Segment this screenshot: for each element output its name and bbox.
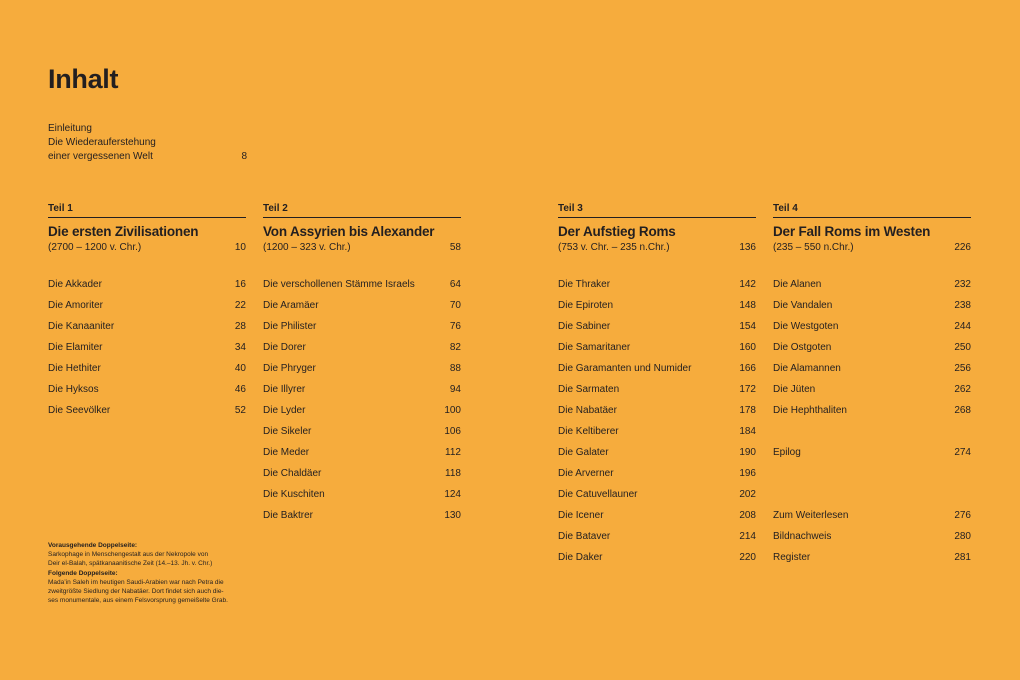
- toc-entry[interactable]: [773, 405, 971, 426]
- toc-entry-page: 16: [234, 279, 246, 290]
- part-page-number: 10: [234, 242, 246, 253]
- toc-entry-label: Die Keltiberer: [558, 426, 619, 437]
- toc-entry[interactable]: [263, 447, 461, 468]
- toc-entry-page: 268: [954, 405, 971, 416]
- toc-entry-label: Die Sabiner: [558, 321, 611, 332]
- toc-entry-page: 100: [444, 405, 461, 416]
- toc-entry[interactable]: [558, 342, 756, 363]
- toc-column-part-4: [773, 203, 971, 573]
- toc-entry[interactable]: [263, 363, 461, 384]
- toc-entry-label: Die Catuvellauner: [558, 489, 638, 500]
- toc-entry-page: 244: [954, 321, 971, 332]
- toc-entry[interactable]: [263, 321, 461, 342]
- toc-entry-page: 130: [444, 510, 461, 521]
- toc-entry-page: 172: [739, 384, 756, 395]
- toc-entry-page: 220: [739, 552, 756, 563]
- intro-line: Einleitung: [48, 123, 92, 134]
- toc-entry-page: 276: [954, 510, 971, 521]
- toc-entry-label: Die Kuschiten: [263, 489, 325, 500]
- page-title: Inhalt: [48, 64, 119, 94]
- part-dates-row[interactable]: [558, 241, 756, 255]
- toc-column-part-1: [48, 203, 246, 426]
- toc-entry[interactable]: [48, 279, 246, 300]
- toc-entry-label: Die Bataver: [558, 531, 611, 542]
- toc-entry-label: Die Chaldäer: [263, 468, 322, 479]
- toc-entry-page: 88: [449, 363, 461, 374]
- toc-entry[interactable]: [263, 342, 461, 363]
- toc-entry[interactable]: [48, 342, 246, 363]
- toc-entry-label: Die Arverner: [558, 468, 614, 479]
- toc-entry-page: 196: [739, 468, 756, 479]
- toc-entry[interactable]: [773, 300, 971, 321]
- toc-entry-page: 178: [739, 405, 756, 416]
- toc-entry-label: Die Akkader: [48, 279, 102, 290]
- caption-prev-line: Deir el-Balah, spätkanaanitische Zeit (14.–13. Jh. v. Chr.): [48, 560, 213, 568]
- part-dates: (1200 – 323 v. Chr.): [263, 242, 351, 253]
- toc-entry-label: Die Galater: [558, 447, 609, 458]
- toc-entry-page: 82: [449, 342, 461, 353]
- toc-entry-label: Zum Weiterlesen: [773, 510, 849, 521]
- part-dates-row[interactable]: [48, 241, 246, 255]
- toc-entry-label: Die Westgoten: [773, 321, 839, 332]
- toc-entry-page: 214: [739, 531, 756, 542]
- toc-entry-page: 94: [449, 384, 461, 395]
- toc-entry[interactable]: [773, 384, 971, 405]
- toc-entry-page: 281: [954, 552, 971, 563]
- toc-entry-page: 106: [444, 426, 461, 437]
- part-page-number: 58: [449, 242, 461, 253]
- toc-entry[interactable]: [558, 300, 756, 321]
- toc-entry-page: 76: [449, 321, 461, 332]
- part-dates: (753 v. Chr. – 235 n.Chr.): [558, 242, 670, 253]
- toc-entry-label: Die Hethiter: [48, 363, 101, 374]
- toc-entry-label: Die Hephthaliten: [773, 405, 847, 416]
- toc-entry[interactable]: [558, 552, 756, 573]
- toc-spacer: [773, 489, 971, 510]
- toc-entry-label: Die Garamanten und Numider: [558, 363, 692, 374]
- toc-entry-page: 148: [739, 300, 756, 311]
- toc-entry-label: Die Ostgoten: [773, 342, 832, 353]
- caption-prev-line: Sarkophage in Menschengestalt aus der Nekropole von: [48, 551, 209, 559]
- caption-next-line: zweitgrößte Siedlung der Nabatäer. Dort findet sich auch die-: [48, 588, 224, 596]
- intro-entry[interactable]: [48, 122, 247, 164]
- toc-entry-label: Die Sarmaten: [558, 384, 620, 395]
- intro-line: Die Wiederauferstehung: [48, 137, 156, 148]
- toc-entry-label: Die Daker: [558, 552, 603, 563]
- toc-entry-label: Die Dorer: [263, 342, 306, 353]
- toc-column-part-2: [263, 203, 461, 531]
- toc-entry-label: Die Seevölker: [48, 405, 111, 416]
- toc-entry-label: Die Hyksos: [48, 384, 99, 395]
- intro-line: einer vergessenen Welt: [48, 151, 153, 162]
- toc-entry-label: Die Baktrer: [263, 510, 314, 521]
- toc-entry-page: 142: [739, 279, 756, 290]
- toc-entry-label: Die Jüten: [773, 384, 816, 395]
- toc-entry[interactable]: [558, 531, 756, 552]
- toc-entry-label: Die Nabatäer: [558, 405, 617, 416]
- toc-entry-label: Die Aramäer: [263, 300, 319, 311]
- toc-entry-label: Die Meder: [263, 447, 310, 458]
- toc-entry-page: 208: [739, 510, 756, 521]
- part-heading[interactable]: Von Assyrien bis Alexander: [263, 224, 435, 239]
- toc-list: [773, 279, 971, 573]
- toc-entry-page: 118: [445, 468, 461, 479]
- toc-entry-page: 280: [954, 531, 971, 542]
- toc-entry[interactable]: [773, 363, 971, 384]
- toc-list: [48, 279, 246, 426]
- caption-next-line: Mada’in Saleh im heutigen Saudi-Arabien war nach Petra die: [48, 578, 224, 586]
- toc-entry[interactable]: [263, 384, 461, 405]
- toc-entry-page: 22: [234, 300, 246, 311]
- toc-entry[interactable]: [773, 279, 971, 300]
- part-heading[interactable]: Der Aufstieg Roms: [558, 224, 676, 239]
- caption-prev-title: Vorausgehende Doppelseite:: [48, 542, 138, 549]
- toc-entry[interactable]: [263, 426, 461, 447]
- toc-entry[interactable]: [773, 342, 971, 363]
- toc-entry-page: 52: [234, 405, 246, 416]
- toc-entry-label: Die Samaritaner: [558, 342, 631, 353]
- toc-entry[interactable]: [48, 300, 246, 321]
- toc-entry-label: Die Amoriter: [48, 300, 104, 311]
- toc-entry-page: 184: [739, 426, 756, 437]
- toc-entry-page: 70: [449, 300, 461, 311]
- toc-entry-page: 40: [234, 363, 246, 374]
- toc-list: [558, 279, 756, 573]
- toc-entry[interactable]: [263, 468, 461, 489]
- intro-page-number: 8: [241, 151, 247, 162]
- toc-entry-label: Die Icener: [558, 510, 604, 521]
- toc-entry[interactable]: [558, 489, 756, 510]
- part-page-number: 226: [954, 242, 971, 253]
- toc-entry[interactable]: [48, 405, 246, 426]
- toc-entry-label: Die Philister: [263, 321, 317, 332]
- toc-entry[interactable]: [263, 405, 461, 426]
- toc-entry[interactable]: [773, 321, 971, 342]
- part-dates-row[interactable]: [263, 241, 461, 255]
- part-label: Teil 3: [558, 203, 756, 218]
- toc-entry-label: Epilog: [773, 447, 801, 458]
- toc-entry[interactable]: [558, 510, 756, 531]
- part-heading[interactable]: Der Fall Roms im Westen: [773, 224, 931, 239]
- part-page-number: 136: [739, 242, 756, 253]
- toc-entry-label: Die verschollenen Stämme Israels: [263, 279, 415, 290]
- toc-entry[interactable]: [558, 279, 756, 300]
- toc-entry-label: Die Epiroten: [558, 300, 614, 311]
- toc-entry[interactable]: [558, 468, 756, 489]
- toc-entry-page: 190: [739, 447, 756, 458]
- toc-entry-label: Die Phryger: [263, 363, 316, 374]
- part-label: Teil 1: [48, 203, 246, 218]
- toc-entry-label: Die Elamiter: [48, 342, 103, 353]
- toc-entry[interactable]: [558, 321, 756, 342]
- toc-entry[interactable]: [558, 426, 756, 447]
- toc-entry-label: Die Kanaaniter: [48, 321, 115, 332]
- toc-entry-page: 124: [444, 489, 461, 500]
- toc-entry[interactable]: [558, 363, 756, 384]
- toc-entry-page: 160: [739, 342, 756, 353]
- caption-next-line: ses monumentale, aus einem Felsvorsprung gemeißelte Grab.: [48, 597, 228, 605]
- toc-entry-page: 232: [954, 279, 971, 290]
- toc-entry[interactable]: [773, 447, 971, 468]
- toc-entry[interactable]: [773, 552, 971, 573]
- toc-entry[interactable]: [558, 384, 756, 405]
- toc-list: [263, 279, 461, 531]
- toc-entry-label: Bildnachweis: [773, 531, 832, 542]
- toc-entry[interactable]: [263, 300, 461, 321]
- toc-entry-page: 34: [234, 342, 246, 353]
- toc-entry-label: Die Alamannen: [773, 363, 841, 374]
- toc-entry[interactable]: [48, 384, 246, 405]
- toc-entry[interactable]: [558, 447, 756, 468]
- image-caption: [48, 541, 248, 605]
- toc-spacer: [773, 426, 971, 447]
- toc-entry-label: Die Thraker: [558, 279, 611, 290]
- toc-entry-page: 64: [449, 279, 461, 290]
- toc-entry-label: Die Illyrer: [263, 384, 306, 395]
- toc-entry[interactable]: [263, 279, 461, 300]
- toc-entry-page: 46: [234, 384, 246, 395]
- toc-entry-page: 112: [445, 447, 461, 458]
- toc-entry[interactable]: [773, 531, 971, 552]
- toc-entry-label: Die Sikeler: [263, 426, 312, 437]
- toc-entry[interactable]: [558, 405, 756, 426]
- part-label: Teil 4: [773, 203, 971, 218]
- toc-entry-page: 154: [739, 321, 756, 332]
- toc-entry-page: 238: [954, 300, 971, 311]
- toc-entry-page: 28: [234, 321, 246, 332]
- part-dates: (2700 – 1200 v. Chr.): [48, 242, 142, 253]
- toc-entry[interactable]: [48, 363, 246, 384]
- part-dates: (235 – 550 n.Chr.): [773, 242, 854, 253]
- toc-spacer: [773, 468, 971, 489]
- toc-entry[interactable]: [263, 489, 461, 510]
- toc-entry[interactable]: [263, 510, 461, 531]
- toc-entry-page: 274: [954, 447, 971, 458]
- toc-entry-page: 202: [739, 489, 756, 500]
- toc-entry-label: Die Alanen: [773, 279, 822, 290]
- toc-entry-page: 166: [739, 363, 756, 374]
- toc-entry[interactable]: [48, 321, 246, 342]
- caption-next-title: Folgende Doppelseite:: [48, 569, 118, 577]
- part-heading[interactable]: Die ersten Zivilisationen: [48, 224, 199, 239]
- toc-entry-label: Die Vandalen: [773, 300, 833, 311]
- toc-entry-page: 256: [954, 363, 971, 374]
- toc-entry-page: 262: [954, 384, 971, 395]
- part-label: Teil 2: [263, 203, 461, 218]
- toc-column-part-3: [558, 203, 756, 573]
- toc-entry[interactable]: [773, 510, 971, 531]
- part-dates-row[interactable]: [773, 241, 971, 255]
- toc-entry-label: Die Lyder: [263, 405, 306, 416]
- toc-entry-page: 250: [954, 342, 971, 353]
- toc-entry-label: Register: [773, 552, 811, 563]
